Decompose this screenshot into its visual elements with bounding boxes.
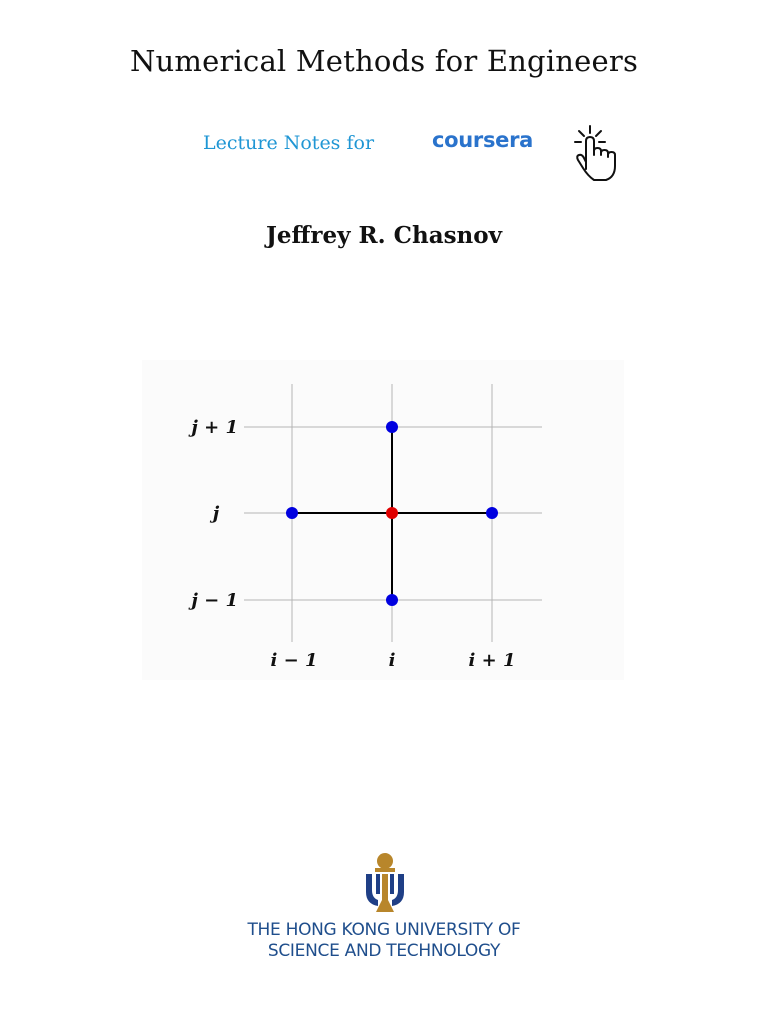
brand-name: coursera <box>432 128 534 152</box>
stencil-point-south <box>386 594 398 606</box>
stencil-point-east <box>486 507 498 519</box>
stencil-point-center <box>386 507 398 519</box>
stencil-point-north <box>386 421 398 433</box>
hkust-logo <box>360 852 410 916</box>
y-label-j: j <box>212 503 220 524</box>
stencil-point-west <box>286 507 298 519</box>
institution-name-line-1: THE HONG KONG UNIVERSITY OF <box>247 920 521 940</box>
y-label-j-minus-1: j − 1 <box>191 590 238 611</box>
five-point-stencil-figure <box>142 360 624 680</box>
subtitle-row <box>0 122 768 184</box>
x-label-i-minus-1: i − 1 <box>270 650 318 671</box>
y-label-j-plus-1: j + 1 <box>191 417 238 438</box>
x-label-i-plus-1: i + 1 <box>468 650 516 671</box>
pointing-hand-click-icon <box>566 122 626 184</box>
institution-name-line-2: SCIENCE AND TECHNOLOGY <box>267 941 501 961</box>
author-name: Jeffrey R. Chasnov <box>266 222 502 249</box>
document-title: Numerical Methods for Engineers <box>129 44 639 78</box>
x-label-i: i <box>388 650 396 671</box>
subtitle-prefix: Lecture Notes for <box>203 132 375 154</box>
